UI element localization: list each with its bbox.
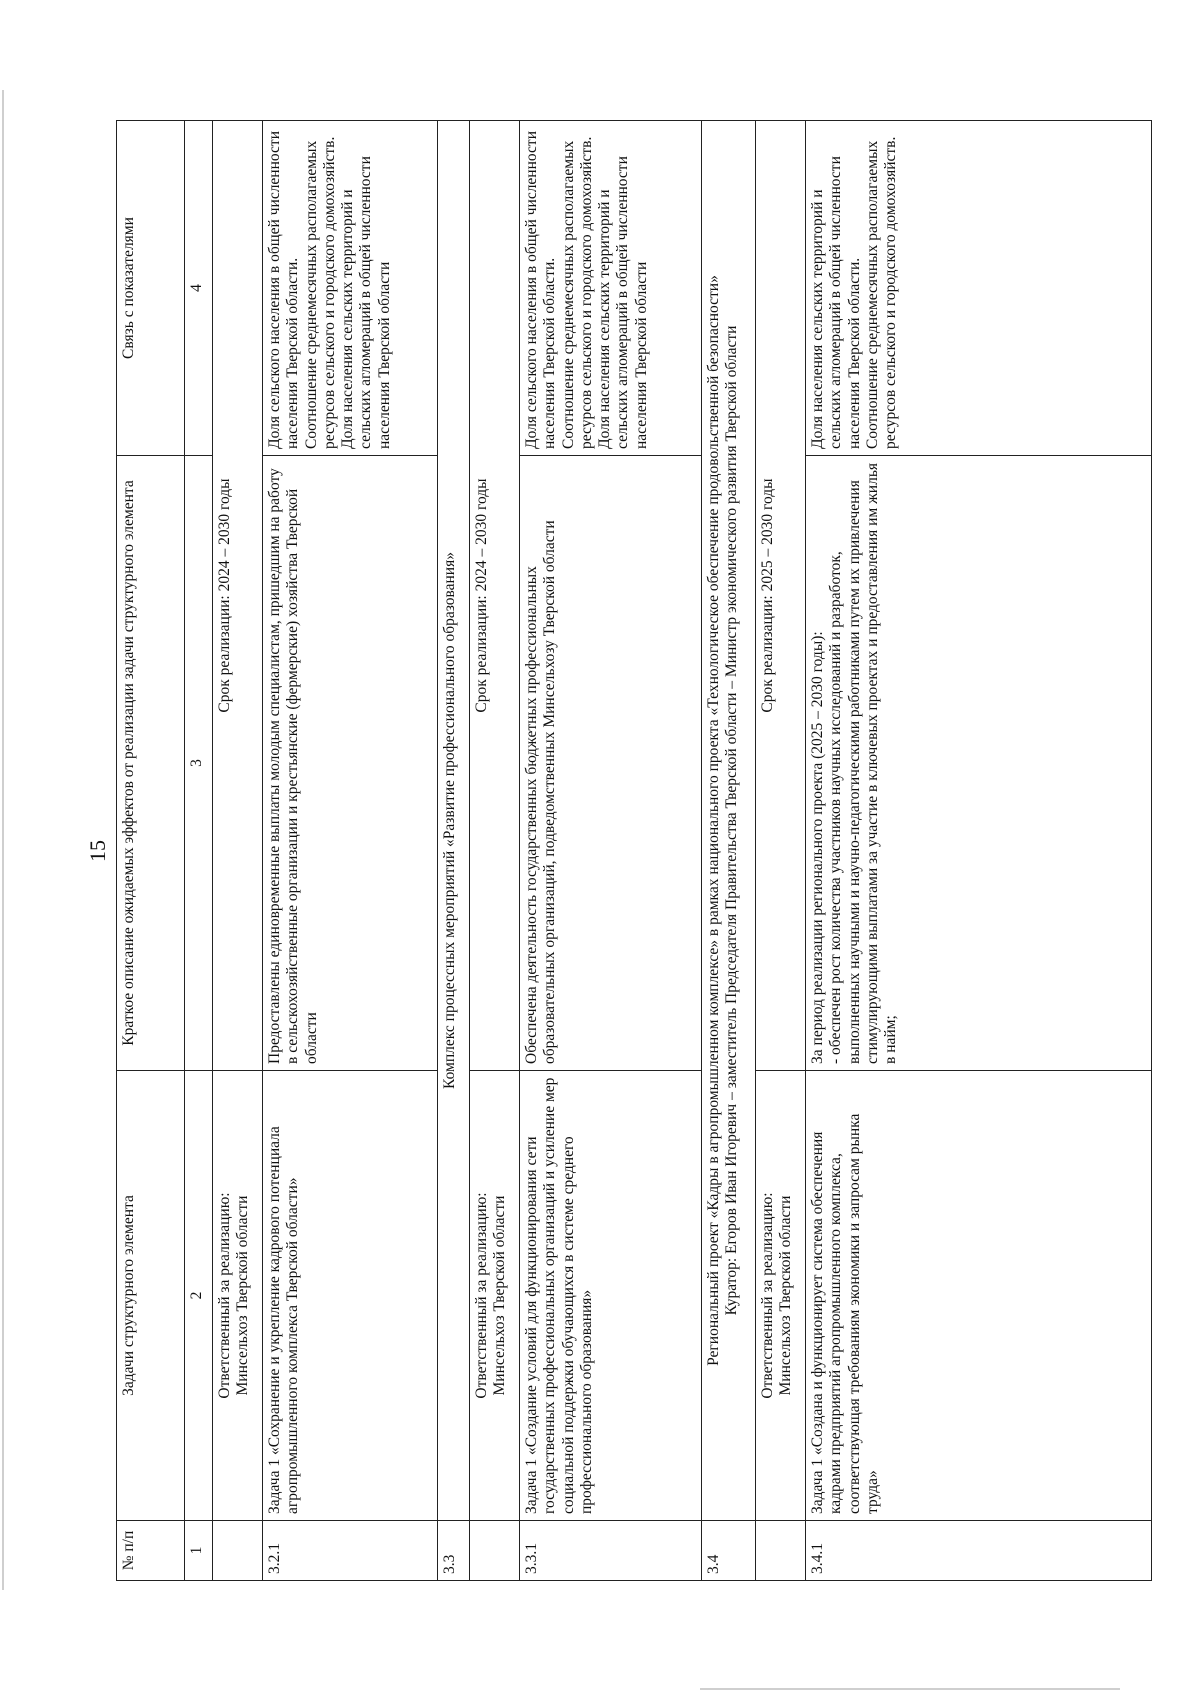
table-row-3-4-1	[806, 121, 1152, 1581]
header-effects: Краткое описание ожидаемых эффектов от реализации задачи структурного элемента	[117, 456, 185, 1071]
header-tasks: Задачи структурного элемента	[117, 1071, 185, 1521]
section-3-4-title-row	[702, 121, 756, 1581]
header-no: № п/п	[117, 1521, 185, 1581]
section-3-4-no: 3.4	[702, 1521, 756, 1581]
section-3-4-empty-no	[756, 1521, 806, 1581]
section-3-4-title-cell	[702, 121, 756, 1521]
section-3-3-term: Срок реализации: 2024 – 2030 годы	[470, 121, 520, 1071]
row-3-2-1-no: 3.2.1	[263, 1521, 438, 1581]
scan-edge-line	[2, 90, 4, 1590]
section-3-2-term: Срок реализации: 2024 – 2030 годы	[213, 121, 263, 1071]
row-3-2-1-indicators: Доля сельского населения в общей численности населения Тверской области. Соотношение среднемесячных располагаемых ресурсов сельского и городского домохозяйств. Доля населения сельских территорий и сельских агломераций в общей численности населения Тверской области	[263, 121, 438, 456]
section-3-4-responsible: Ответственный за реализацию: Минсельхоз Тверской области	[756, 1071, 806, 1521]
section-3-4-title: Региональный проект «Кадры в агропромышленном комплексе» в рамках национального проекта «Технологическое обеспечение продовольственной безопасности»	[705, 275, 722, 1366]
section-3-2-empty-no	[213, 1521, 263, 1581]
section-3-4-meta-row	[756, 121, 806, 1581]
section-3-3-responsible: Ответственный за реализацию: Минсельхоз Тверской области	[470, 1071, 520, 1521]
section-3-3-title-row	[438, 121, 470, 1581]
row-3-2-1-effect: Предоставлены единовременные выплаты молодым специалистам, пришедшим на работу в сельскохозяйственные организации и крестьянские (фермерские) хозяйства Тверской области	[263, 456, 438, 1071]
column-number-4: 4	[185, 121, 213, 456]
section-3-2-meta-row	[213, 121, 263, 1581]
table-row-3-2-1	[263, 121, 438, 1581]
column-number-2: 2	[185, 1071, 213, 1521]
table-header-row	[117, 121, 185, 1581]
row-3-3-1-indicators: Доля сельского населения в общей численности населения Тверской области. Соотношение среднемесячных располагаемых ресурсов сельского и городского домохозяйств. Доля населения сельских территорий и сельских агломераций в общей численности населения Тверской области	[520, 121, 702, 456]
scan-bottom-line	[700, 1688, 1120, 1690]
row-3-4-1-effect: За период реализации регионального проекта (2025 – 2030 годы): - обеспечен рост количества участников научных исследований и разработок, выполненных научными и научно-педагогическими работниками путем их привлечения стимулирующими выплатами за участие в ключевых проектах и предоставления им жилья в найм;	[806, 456, 1152, 1071]
row-3-4-1-no: 3.4.1	[806, 1521, 1152, 1581]
structural-elements-table	[116, 120, 1152, 1581]
row-3-3-1-no: 3.3.1	[520, 1521, 702, 1581]
column-number-1: 1	[185, 1521, 213, 1581]
section-3-2-responsible: Ответственный за реализацию: Минсельхоз Тверской области	[213, 1071, 263, 1521]
row-3-2-1-task: Задача 1 «Сохранение и укрепление кадрового потенциала агропромышленного комплекса Тверской области»	[263, 1071, 438, 1521]
rotated-page-content	[116, 121, 1152, 1581]
section-3-3-title: Комплекс процессных мероприятий «Развитие профессионального образования»	[438, 121, 470, 1521]
page-number: 15	[85, 840, 110, 862]
row-3-4-1-indicators: Доля населения сельских территорий и сельских агломераций в общей численности населения Тверской области. Соотношение среднемесячных располагаемых ресурсов сельского и городского домохозяйств.	[806, 121, 1152, 456]
section-3-3-empty-no	[470, 1521, 520, 1581]
header-indicators: Связь с показателями	[117, 121, 185, 456]
row-3-3-1-task: Задача 1 «Создание условий для функционирования сети государственных профессиональных организаций и усиление мер социальной поддержки обучающихся в системе среднего профессионального образования»	[520, 1071, 702, 1521]
section-3-3-meta-row	[470, 121, 520, 1581]
row-3-4-1-task: Задача 1 «Создана и функционирует система обеспечения кадрами предприятий агропромышленного комплекса, соответствующая требованиям экономики и запросам рынка труда»	[806, 1071, 1152, 1521]
column-number-3: 3	[185, 456, 213, 1071]
section-3-4-curator: Куратор: Егоров Иван Игоревич – заместитель Председателя Правительства Тверской области – Министр экономического развития Тверской области	[723, 325, 741, 1316]
section-3-4-term: Срок реализации: 2025 – 2030 годы	[756, 121, 806, 1071]
column-numbers-row	[185, 121, 213, 1581]
row-3-3-1-effect: Обеспечена деятельность государственных бюджетных профессиональных образовательных организаций, подведомственных Минсельхозу Тверской области	[520, 456, 702, 1071]
section-3-3-no: 3.3	[438, 1521, 470, 1581]
table-row-3-3-1	[520, 121, 702, 1581]
